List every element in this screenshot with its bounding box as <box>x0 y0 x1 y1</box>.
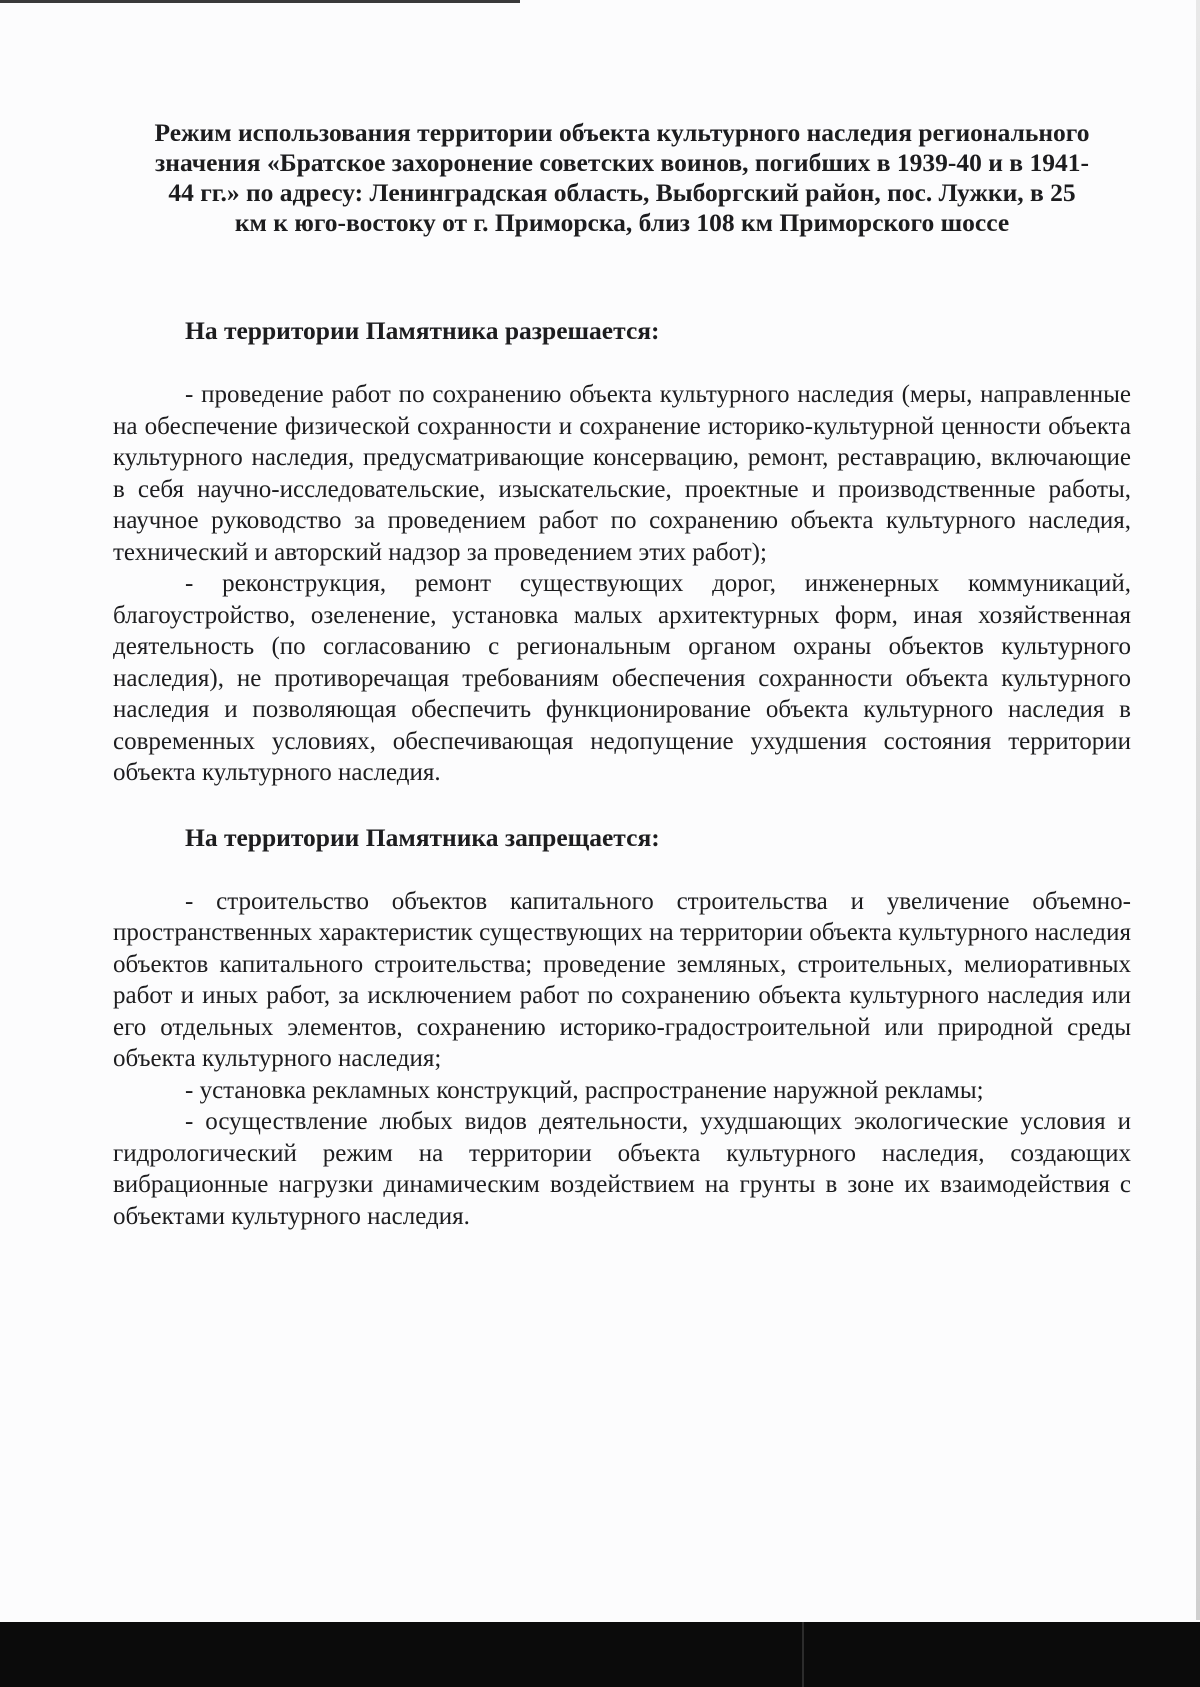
prohibited-item-ecological-impact: - осуществление любых видов деятельности, ухудшающих экологические условия и гидрологический режим на территории объекта культурного наследия, создающих вибрационные нагрузки динамическим воздействием на грунты в зоне их взаимодействия с объектами культурного наследия. <box>113 1108 1131 1230</box>
section-heading-allowed: На территории Памятника разрешается: <box>185 316 660 345</box>
document-title: Режим использования территории объекта культурного наследия регионального значения «Братское захоронение советских воинов, погибших в 1939-40 и в 1941-44 гг.» по адресу: Ленинградская область, Выборгский район, пос. Лужки, в 25 км к юго-востоку от г. Приморска, близ 108 км Приморского шоссе <box>154 118 1090 237</box>
allowed-items <box>113 379 1131 789</box>
allowed-item-preservation-works: - проведение работ по сохранению объекта культурного наследия (меры, направленные на обеспечение физической сохранности и сохранение историко-культурной ценности объекта культурного наследия, предусматривающие консервацию, ремонт, реставрацию, включающие в себя научно-исследовательские, изыскательские, проектные и производственные работы, научное руководство за проведением работ по сохранению объекта культурного наследия, технический и авторский надзор за проведением этих работ); <box>113 381 1131 566</box>
prohibited-items <box>113 886 1131 1233</box>
section-heading-prohibited: На территории Памятника запрещается: <box>185 822 660 852</box>
prohibited-item-advertising: - установка рекламных конструкций, распространение наружной рекламы; <box>185 1076 984 1104</box>
prohibited-item-capital-construction: - строительство объектов капитального строительства и увеличение объемно-пространственных характеристик существующих на территории объекта культурного наследия объектов капитального строительства; проведение земляных, строительных, мелиоративных работ и иных работ, за исключением работ по сохранению объекта культурного наследия или его отдельных элементов, сохранению историко-градостроительной или природной среды объекта культурного наследия; <box>113 887 1131 1072</box>
allowed-item-reconstruction-landscaping: - реконструкция, ремонт существующих дорог, инженерных коммуникаций, благоустройство, озеленение, установка малых архитектурных форм, иная хозяйственная деятельность (по согласованию с региональным органом охраны объектов культурного наследия), не противоречащая требованиям обеспечения сохранности объекта культурного наследия и позволяющая обеспечить функционирование объекта культурного наследия в современных условиях, обеспечивающая недопущение ухудшения состояния территории объекта культурного наследия. <box>113 570 1131 786</box>
scan-bottom-seam <box>802 1622 804 1687</box>
scan-bottom-dark-band <box>0 1622 1200 1687</box>
document-body <box>113 118 1131 1232</box>
scan-top-edge-line <box>0 0 520 3</box>
scan-right-edge-shadow <box>1196 0 1200 1620</box>
